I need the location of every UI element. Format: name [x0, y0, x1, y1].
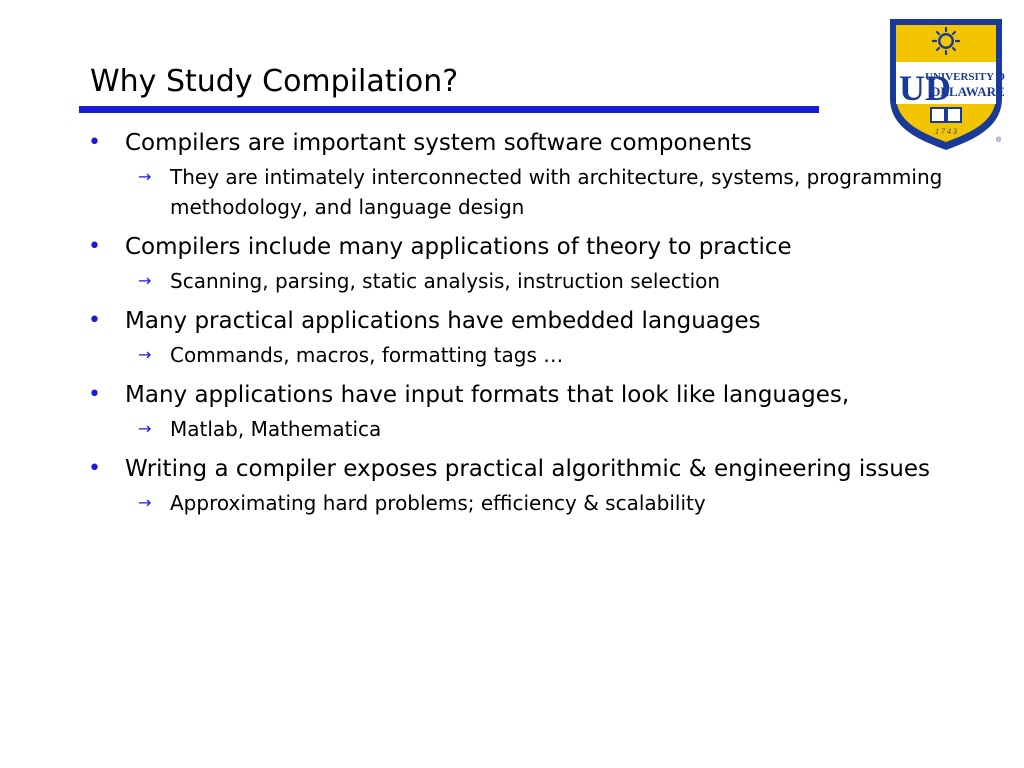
arrow-icon: →: [138, 493, 152, 512]
bullet-text: Many applications have input formats that look like languages,: [125, 382, 850, 408]
sub-bullet-text: Commands, macros, formatting tags …: [170, 343, 564, 367]
sub-bullet-item: [88, 266, 968, 296]
book-icon: [931, 108, 961, 122]
bullet-icon: •: [88, 130, 101, 155]
sub-bullet-item: [88, 162, 968, 222]
sub-bullet-text: They are intimately interconnected with architecture, systems, programming methodology, and language design: [170, 165, 943, 219]
bullet-item: [88, 452, 968, 486]
bullet-item: [88, 304, 968, 338]
bullet-item: [88, 378, 968, 412]
logo-name-line2: DELAWARE: [931, 84, 1005, 99]
bullet-list: [88, 126, 968, 518]
bullet-icon: •: [88, 456, 101, 481]
bullet-text: Compilers include many applications of theory to practice: [125, 234, 792, 260]
logo-registered-mark: ®: [996, 137, 1002, 144]
bullet-text: Writing a compiler exposes practical algorithmic & engineering issues: [125, 456, 930, 482]
sub-bullet-item: [88, 340, 968, 370]
arrow-icon: →: [138, 271, 152, 290]
sub-bullet-text: Matlab, Mathematica: [170, 417, 382, 441]
arrow-icon: →: [138, 167, 152, 186]
bullet-icon: •: [88, 382, 101, 407]
sun-icon: [933, 28, 959, 54]
bullet-item: [88, 126, 968, 160]
bullet-text: Many practical applications have embedded languages: [125, 308, 761, 334]
bullet-item: [88, 230, 968, 264]
logo-year: 1 7 4 3: [935, 127, 957, 136]
sub-bullet-item: [88, 488, 968, 518]
bullet-icon: •: [88, 308, 101, 333]
sub-bullet-text: Approximating hard problems; efficiency & scalability: [170, 491, 706, 515]
sub-bullet-item: [88, 414, 968, 444]
bullet-text: Compilers are important system software components: [125, 130, 752, 156]
sub-bullet-text: Scanning, parsing, static analysis, instruction selection: [170, 269, 721, 293]
arrow-icon: →: [138, 419, 152, 438]
arrow-icon: →: [138, 345, 152, 364]
title-underline: [79, 106, 819, 113]
bullet-icon: •: [88, 234, 101, 259]
logo-monogram: UD: [899, 68, 951, 108]
logo-name-line1: UNIVERSITY OF: [925, 71, 1005, 83]
slide-title: Why Study Compilation?: [90, 64, 459, 99]
